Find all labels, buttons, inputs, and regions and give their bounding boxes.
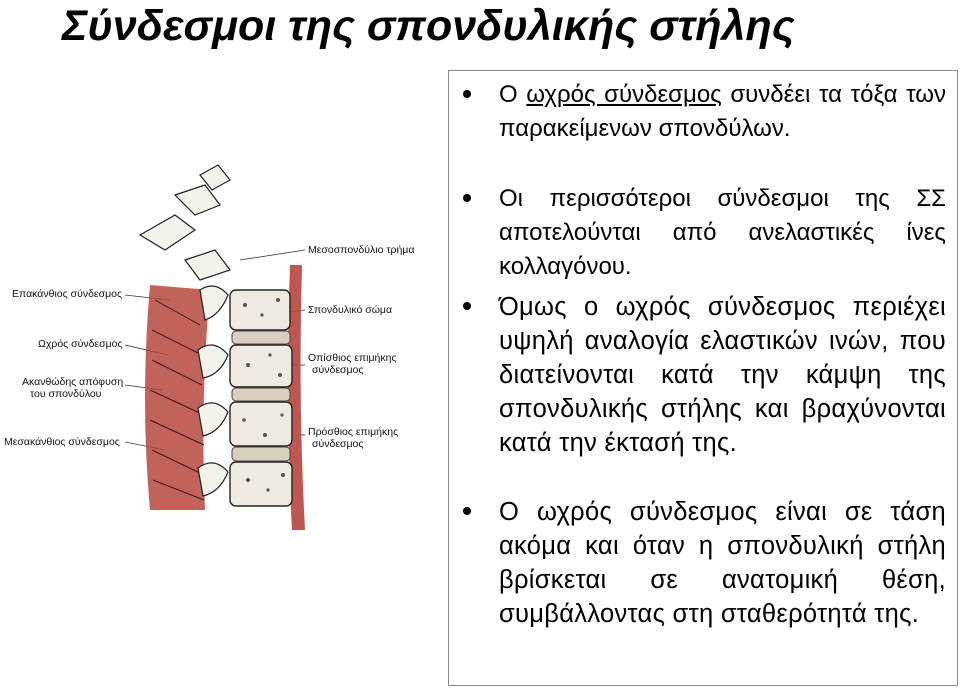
bullet-item-3	[499, 290, 946, 460]
label-spinous-process-2: του σπονδύλου	[30, 388, 102, 400]
label-supraspinous-ligament: Επακάνθιος σύνδεσμος	[12, 288, 123, 300]
bullet-1-pre: Ο	[499, 81, 527, 108]
bullet-item-4	[499, 495, 946, 631]
bullet-text-box	[448, 70, 958, 686]
bullet-1-underlined-term: ωχρός σύνδεσμος	[526, 81, 722, 108]
slide-title: Σύνδεσμοι της σπονδυλικής στήλης	[62, 2, 795, 50]
bullet-dot	[463, 194, 471, 202]
bullet-3-text: Όμως ο ωχρός σύνδεσμος περιέχει υψηλή αναλογία ελαστικών ινών, που διατείνονται κατά την κάμψη της σπονδυλικής στήλης και βραχύνονται κατά την έκτασή της.	[499, 293, 946, 457]
label-posterior-longitudinal: Οπίσθιος επιμήκης	[308, 352, 397, 364]
label-anterior-longitudinal-2: σύνδεσμος	[312, 438, 364, 450]
label-spinous-process: Ακανθώδης απόφυση	[22, 376, 124, 388]
label-vertebral-body: Σπονδυλικό σώμα	[308, 304, 393, 316]
label-interspinous-ligament: Μεσακάνθιος σύνδεσμος	[4, 436, 120, 448]
spine-ligaments-figure	[0, 150, 448, 535]
label-ligamentum-flavum: Ωχρός σύνδεσμος	[38, 338, 123, 350]
bullet-2-text: Οι περισσότεροι σύνδεσμοι της ΣΣ αποτελούνται από ανελαστικές ίνες κολλαγόνου.	[499, 185, 946, 280]
bullet-dot	[463, 302, 471, 310]
bullet-1-post: συνδέει τα τόξα των παρακείμενων σπονδύλων.	[499, 81, 946, 142]
bullet-4-text: Ο ωχρός σύνδεσμος είναι σε τάση ακόμα και όταν η σπονδυλική στήλη βρίσκεται σε ανατομική θέση, συμβάλλοντας στη σταθερότητά της.	[499, 498, 946, 628]
label-intervertebral-foramen: Μεσοσπονδύλιο τρήμα	[308, 244, 415, 256]
bullet-item-2	[499, 182, 946, 284]
label-anterior-longitudinal: Πρόσθιος επιμήκης	[308, 426, 399, 438]
bullet-dot	[463, 507, 471, 515]
label-posterior-longitudinal-2: σύνδεσμος	[312, 364, 364, 376]
bullet-dot	[463, 90, 471, 98]
bullet-item-1	[499, 78, 946, 146]
